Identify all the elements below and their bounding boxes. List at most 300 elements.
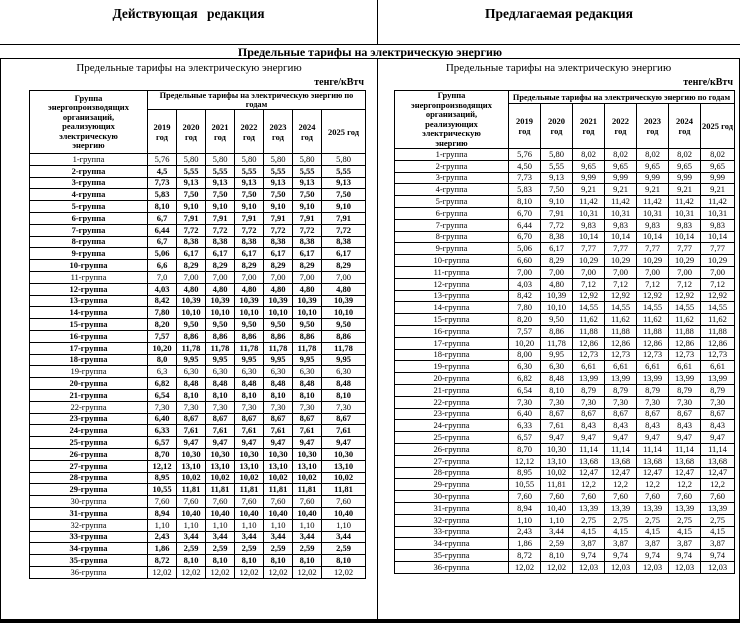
value-cell: 10,10: [541, 302, 573, 314]
value-cell: 6,30: [206, 366, 235, 378]
table-row: [30, 283, 366, 295]
value-cell: 7,50: [206, 189, 235, 201]
value-cell: 9,83: [701, 219, 735, 231]
page-bottom-border: [0, 619, 740, 623]
group-cell: 9-группа: [395, 243, 509, 255]
value-cell: 5,55: [322, 165, 366, 177]
value-cell: 5,80: [264, 154, 293, 166]
value-cell: 13,10: [293, 460, 322, 472]
value-cell: 9,99: [701, 172, 735, 184]
content-row: [0, 59, 740, 619]
value-cell: 3,44: [177, 531, 206, 543]
value-cell: 10,30: [177, 448, 206, 460]
value-cell: 10,10: [322, 307, 366, 319]
group-cell: 20-группа: [30, 378, 148, 390]
value-cell: 12,92: [637, 290, 669, 302]
group-cell: 30-группа: [30, 496, 148, 508]
value-cell: 5,80: [293, 154, 322, 166]
value-cell: 8,48: [264, 378, 293, 390]
value-cell: 11,88: [573, 325, 605, 337]
value-cell: 10,40: [206, 507, 235, 519]
value-cell: 8,29: [293, 260, 322, 272]
value-cell: 9,13: [322, 177, 366, 189]
value-cell: 11,42: [573, 196, 605, 208]
value-cell: 11,78: [293, 342, 322, 354]
value-cell: 6,40: [509, 408, 541, 420]
group-cell: 2-группа: [30, 165, 148, 177]
value-cell: 10,30: [541, 443, 573, 455]
group-cell: 33-группа: [30, 531, 148, 543]
value-cell: 10,40: [293, 507, 322, 519]
value-cell: 6,17: [177, 248, 206, 260]
value-cell: 1,10: [177, 519, 206, 531]
value-cell: 8,86: [541, 325, 573, 337]
value-cell: 3,44: [541, 526, 573, 538]
value-cell: 10,30: [235, 448, 264, 460]
table-row: [30, 330, 366, 342]
value-cell: 6,82: [148, 378, 177, 390]
value-cell: 3,44: [293, 531, 322, 543]
value-cell: 9,21: [701, 184, 735, 196]
value-cell: 10,40: [264, 507, 293, 519]
tariff-table-proposed: [394, 90, 735, 574]
table-row: [395, 502, 735, 514]
value-cell: 8,67: [177, 413, 206, 425]
group-cell: 10-группа: [30, 260, 148, 272]
value-cell: 8,67: [669, 408, 701, 420]
value-cell: 6,7: [148, 236, 177, 248]
value-cell: 7,60: [637, 491, 669, 503]
value-cell: 10,14: [573, 231, 605, 243]
value-cell: 8,48: [322, 378, 366, 390]
value-cell: 7,61: [541, 420, 573, 432]
year-column-header: 2024 год: [293, 110, 322, 154]
value-cell: 9,21: [637, 184, 669, 196]
value-cell: 5,55: [293, 165, 322, 177]
table-row: [30, 472, 366, 484]
group-cell: 34-группа: [30, 543, 148, 555]
table-row: [395, 538, 735, 550]
value-cell: 5,76: [148, 154, 177, 166]
value-cell: 8,79: [669, 384, 701, 396]
table-row: [395, 302, 735, 314]
value-cell: 8,38: [177, 236, 206, 248]
value-cell: 4,80: [293, 283, 322, 295]
value-cell: 9,47: [206, 437, 235, 449]
value-cell: 7,30: [541, 396, 573, 408]
value-cell: 9,50: [235, 319, 264, 331]
value-cell: 9,95: [293, 354, 322, 366]
value-cell: 13,10: [322, 460, 366, 472]
value-cell: 4,15: [573, 526, 605, 538]
value-cell: 9,50: [206, 319, 235, 331]
value-cell: 7,60: [701, 491, 735, 503]
value-cell: 7,00: [509, 266, 541, 278]
year-column-header: 2025 год: [322, 110, 366, 154]
table-row: [395, 479, 735, 491]
value-cell: 8,38: [322, 236, 366, 248]
value-cell: 5,55: [235, 165, 264, 177]
value-cell: 9,10: [322, 201, 366, 213]
value-cell: 7,91: [541, 207, 573, 219]
value-cell: 9,10: [206, 201, 235, 213]
table-row: [30, 484, 366, 496]
value-cell: 14,55: [637, 302, 669, 314]
table-row: [30, 201, 366, 213]
value-cell: 11,78: [322, 342, 366, 354]
value-cell: 4,80: [177, 283, 206, 295]
value-cell: 7,80: [148, 307, 177, 319]
value-cell: 8,95: [148, 472, 177, 484]
value-cell: 8,29: [264, 260, 293, 272]
value-cell: 12,92: [669, 290, 701, 302]
value-cell: 12,02: [177, 566, 206, 578]
table-row: [395, 561, 735, 573]
value-cell: 8,95: [509, 467, 541, 479]
value-cell: 12,03: [701, 561, 735, 573]
value-cell: 7,00: [235, 271, 264, 283]
value-cell: 4,80: [206, 283, 235, 295]
group-cell: 1-группа: [30, 154, 148, 166]
value-cell: 7,61: [293, 425, 322, 437]
value-cell: 5,55: [264, 165, 293, 177]
value-cell: 6,57: [148, 437, 177, 449]
group-cell: 1-группа: [395, 149, 509, 161]
table-row: [395, 196, 735, 208]
group-cell: 12-группа: [30, 283, 148, 295]
value-cell: 8,72: [148, 555, 177, 567]
years-header-cell: Предельные тарифы на электрическую энергию по годам: [509, 91, 735, 104]
value-cell: 12,92: [573, 290, 605, 302]
value-cell: 8,10: [264, 555, 293, 567]
value-cell: 7,50: [264, 189, 293, 201]
value-cell: 10,29: [637, 255, 669, 267]
value-cell: 11,81: [293, 484, 322, 496]
value-cell: 7,61: [235, 425, 264, 437]
value-cell: 11,14: [669, 443, 701, 455]
value-cell: 11,42: [605, 196, 637, 208]
proposed-edition-panel: [378, 59, 739, 619]
value-cell: 2,43: [509, 526, 541, 538]
value-cell: 7,00: [177, 271, 206, 283]
value-cell: 13,10: [264, 460, 293, 472]
value-cell: 8,67: [637, 408, 669, 420]
value-cell: 12,12: [509, 455, 541, 467]
value-cell: 8,38: [235, 236, 264, 248]
value-cell: 7,12: [605, 278, 637, 290]
value-cell: 2,75: [573, 514, 605, 526]
value-cell: 9,50: [293, 319, 322, 331]
value-cell: 7,91: [322, 212, 366, 224]
value-cell: 8,10: [235, 389, 264, 401]
table-row: [30, 212, 366, 224]
value-cell: 9,21: [605, 184, 637, 196]
value-cell: 11,78: [541, 337, 573, 349]
value-cell: 6,17: [541, 243, 573, 255]
table-row: [30, 165, 366, 177]
value-cell: 13,10: [177, 460, 206, 472]
group-cell: 32-группа: [395, 514, 509, 526]
table-row: [395, 349, 735, 361]
value-cell: 7,61: [322, 425, 366, 437]
group-cell: 29-группа: [30, 484, 148, 496]
group-cell: 21-группа: [395, 384, 509, 396]
value-cell: 9,99: [573, 172, 605, 184]
value-cell: 8,10: [177, 389, 206, 401]
value-cell: 7,60: [235, 496, 264, 508]
value-cell: 7,77: [701, 243, 735, 255]
table-row: [395, 443, 735, 455]
value-cell: 6,61: [637, 361, 669, 373]
value-cell: 7,72: [235, 224, 264, 236]
value-cell: 4,03: [148, 283, 177, 295]
tariff-table-current: [29, 90, 366, 579]
value-cell: 9,95: [264, 354, 293, 366]
value-cell: 11,78: [206, 342, 235, 354]
value-cell: 8,79: [701, 384, 735, 396]
value-cell: 9,10: [235, 201, 264, 213]
value-cell: 12,02: [322, 566, 366, 578]
value-cell: 11,81: [541, 479, 573, 491]
value-cell: 1,86: [148, 543, 177, 555]
value-cell: 5,06: [148, 248, 177, 260]
year-column-header: 2020 год: [177, 110, 206, 154]
value-cell: 9,83: [637, 219, 669, 231]
value-cell: 9,21: [573, 184, 605, 196]
value-cell: 1,86: [509, 538, 541, 550]
value-cell: 7,72: [322, 224, 366, 236]
value-cell: 3,87: [701, 538, 735, 550]
value-cell: 8,86: [206, 330, 235, 342]
value-cell: 5,80: [322, 154, 366, 166]
value-cell: 1,10: [206, 519, 235, 531]
table-row: [30, 342, 366, 354]
group-cell: 17-группа: [395, 337, 509, 349]
value-cell: 12,73: [573, 349, 605, 361]
table-row: [30, 378, 366, 390]
group-cell: 35-группа: [395, 550, 509, 562]
value-cell: 14,55: [701, 302, 735, 314]
value-cell: 8,10: [322, 389, 366, 401]
year-column-header: 2025 год: [701, 104, 735, 149]
value-cell: 7,50: [235, 189, 264, 201]
value-cell: 10,31: [573, 207, 605, 219]
value-cell: 4,03: [509, 278, 541, 290]
value-cell: 12,92: [605, 290, 637, 302]
value-cell: 7,30: [148, 401, 177, 413]
value-cell: 9,95: [541, 349, 573, 361]
group-cell: 16-группа: [30, 330, 148, 342]
table-row: [30, 319, 366, 331]
value-cell: 7,12: [701, 278, 735, 290]
value-cell: 5,55: [541, 160, 573, 172]
value-cell: 12,2: [573, 479, 605, 491]
value-cell: 9,47: [541, 432, 573, 444]
value-cell: 13,99: [637, 373, 669, 385]
value-cell: 6,33: [148, 425, 177, 437]
value-cell: 9,47: [605, 432, 637, 444]
value-cell: 7,50: [177, 189, 206, 201]
value-cell: 8,10: [541, 550, 573, 562]
table-row: [395, 491, 735, 503]
value-cell: 7,30: [605, 396, 637, 408]
value-cell: 7,57: [148, 330, 177, 342]
value-cell: 9,50: [177, 319, 206, 331]
value-cell: 3,87: [669, 538, 701, 550]
value-cell: 5,55: [177, 165, 206, 177]
value-cell: 9,47: [701, 432, 735, 444]
value-cell: 3,44: [235, 531, 264, 543]
value-cell: 7,73: [509, 172, 541, 184]
group-header-cell: Группа энергопроизводящих организаций, реализующих электрическую энергию: [30, 91, 148, 154]
value-cell: 9,99: [637, 172, 669, 184]
table-row: [395, 231, 735, 243]
table-row: [30, 271, 366, 283]
value-cell: 10,29: [701, 255, 735, 267]
value-cell: 13,39: [701, 502, 735, 514]
value-cell: 6,44: [509, 219, 541, 231]
value-cell: 8,86: [264, 330, 293, 342]
group-header-cell: Группа энергопроизводящих организаций, реализующих электрическую энергию: [395, 91, 509, 149]
value-cell: 8,48: [293, 378, 322, 390]
value-cell: 13,10: [235, 460, 264, 472]
value-cell: 10,14: [669, 231, 701, 243]
value-cell: 12,47: [669, 467, 701, 479]
value-cell: 9,50: [541, 314, 573, 326]
value-cell: 6,30: [177, 366, 206, 378]
group-cell: 20-группа: [395, 373, 509, 385]
value-cell: 10,14: [701, 231, 735, 243]
value-cell: 12,92: [701, 290, 735, 302]
value-cell: 6,30: [322, 366, 366, 378]
table-row: [30, 295, 366, 307]
year-column-header: 2022 год: [235, 110, 264, 154]
value-cell: 9,99: [605, 172, 637, 184]
value-cell: 10,55: [509, 479, 541, 491]
value-cell: 7,60: [573, 491, 605, 503]
value-cell: 10,39: [206, 295, 235, 307]
value-cell: 10,31: [669, 207, 701, 219]
value-cell: 12,02: [206, 566, 235, 578]
value-cell: 11,81: [177, 484, 206, 496]
year-column-header: 2020 год: [541, 104, 573, 149]
value-cell: 4,80: [541, 278, 573, 290]
table-row: [395, 243, 735, 255]
value-cell: 9,99: [669, 172, 701, 184]
value-cell: 6,33: [509, 420, 541, 432]
value-cell: 9,13: [206, 177, 235, 189]
group-cell: 15-группа: [395, 314, 509, 326]
value-cell: 8,67: [322, 413, 366, 425]
value-cell: 10,40: [235, 507, 264, 519]
value-cell: 8,10: [206, 555, 235, 567]
value-cell: 11,78: [177, 342, 206, 354]
group-cell: 14-группа: [30, 307, 148, 319]
table-row: [395, 373, 735, 385]
value-cell: 8,43: [605, 420, 637, 432]
value-cell: 7,00: [264, 271, 293, 283]
value-cell: 12,47: [573, 467, 605, 479]
value-cell: 10,31: [701, 207, 735, 219]
group-cell: 6-группа: [395, 207, 509, 219]
value-cell: 7,12: [637, 278, 669, 290]
value-cell: 8,29: [235, 260, 264, 272]
group-cell: 28-группа: [30, 472, 148, 484]
table-row: [395, 314, 735, 326]
group-cell: 13-группа: [30, 295, 148, 307]
value-cell: 7,00: [701, 266, 735, 278]
value-cell: 7,91: [293, 212, 322, 224]
value-cell: 7,00: [322, 271, 366, 283]
group-cell: 7-группа: [395, 219, 509, 231]
value-cell: 9,13: [264, 177, 293, 189]
value-cell: 11,14: [605, 443, 637, 455]
value-cell: 11,42: [637, 196, 669, 208]
value-cell: 3,44: [322, 531, 366, 543]
value-cell: 9,47: [669, 432, 701, 444]
table-row: [30, 366, 366, 378]
table-row: [395, 219, 735, 231]
value-cell: 8,67: [293, 413, 322, 425]
group-cell: 11-группа: [395, 266, 509, 278]
group-cell: 29-группа: [395, 479, 509, 491]
value-cell: 8,10: [322, 555, 366, 567]
table-row: [30, 154, 366, 166]
value-cell: 7,61: [206, 425, 235, 437]
table-row: [395, 550, 735, 562]
value-cell: 6,54: [148, 389, 177, 401]
value-cell: 3,87: [573, 538, 605, 550]
value-cell: 6,17: [264, 248, 293, 260]
value-cell: 3,44: [206, 531, 235, 543]
value-cell: 9,65: [605, 160, 637, 172]
table-row: [30, 389, 366, 401]
group-cell: 34-группа: [395, 538, 509, 550]
value-cell: 11,62: [573, 314, 605, 326]
value-cell: 4,50: [509, 160, 541, 172]
table-row: [395, 278, 735, 290]
value-cell: 5,80: [177, 154, 206, 166]
value-cell: 9,10: [177, 201, 206, 213]
value-cell: 1,10: [541, 514, 573, 526]
value-cell: 9,47: [293, 437, 322, 449]
value-cell: 7,30: [322, 401, 366, 413]
value-cell: 2,59: [177, 543, 206, 555]
value-cell: 9,74: [637, 550, 669, 562]
value-cell: 10,10: [264, 307, 293, 319]
table-subtitle-current: Предельные тарифы на электрическую энергию: [76, 62, 302, 74]
value-cell: 10,20: [509, 337, 541, 349]
value-cell: 12,47: [605, 467, 637, 479]
value-cell: 10,02: [322, 472, 366, 484]
value-cell: 2,59: [206, 543, 235, 555]
value-cell: 9,13: [235, 177, 264, 189]
value-cell: 6,70: [509, 231, 541, 243]
value-cell: 8,38: [541, 231, 573, 243]
value-cell: 1,10: [264, 519, 293, 531]
value-cell: 3,87: [637, 538, 669, 550]
table-row: [30, 496, 366, 508]
value-cell: 12,73: [701, 349, 735, 361]
value-cell: 6,17: [206, 248, 235, 260]
table-row: [395, 266, 735, 278]
value-cell: 10,10: [293, 307, 322, 319]
group-cell: 35-группа: [30, 555, 148, 567]
value-cell: 11,88: [701, 325, 735, 337]
value-cell: 10,14: [605, 231, 637, 243]
table-row: [395, 384, 735, 396]
value-cell: 11,14: [573, 443, 605, 455]
